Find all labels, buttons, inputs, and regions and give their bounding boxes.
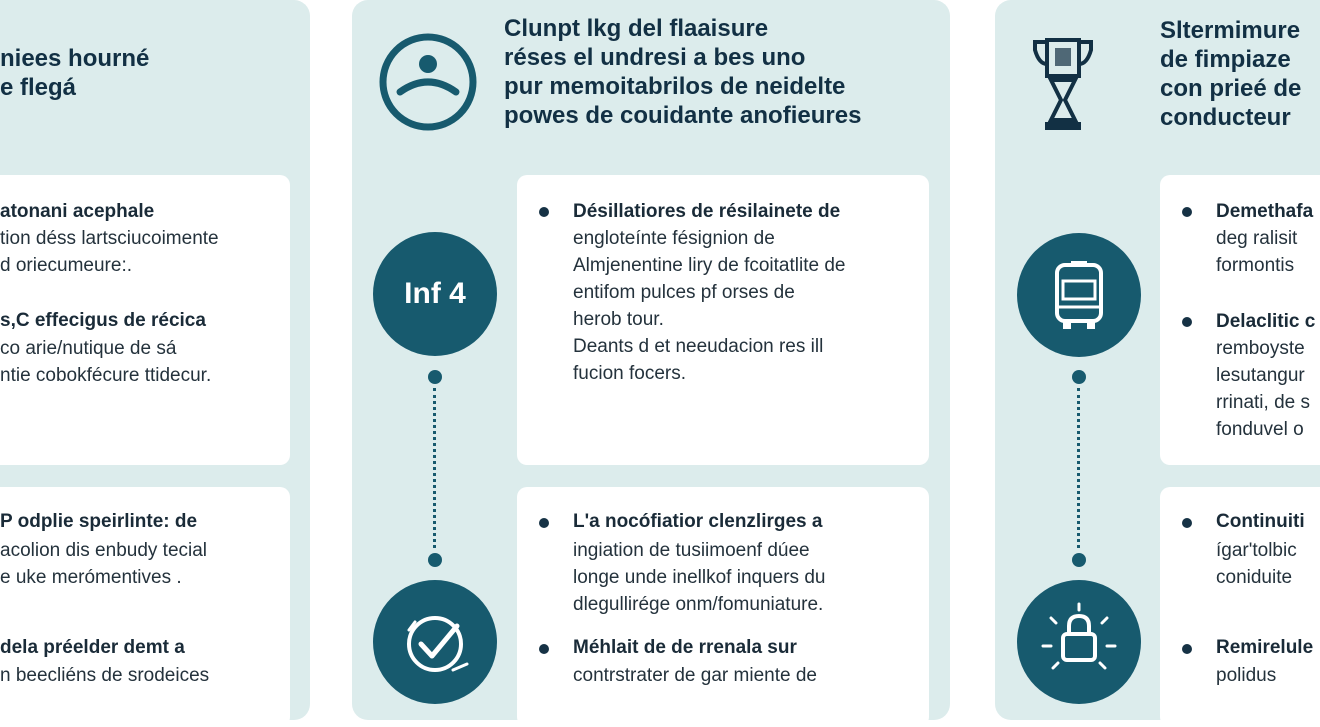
card-heading: s,C effecigus de récica bbox=[0, 310, 206, 331]
checkmark-circle-icon bbox=[395, 602, 475, 682]
card-heading: atonani acephale bbox=[0, 201, 155, 222]
right-panel-title: Sltermimure de fimpiaze con prieé de conducteur bbox=[1160, 17, 1302, 131]
bullet bbox=[1182, 644, 1192, 654]
timeline-dot bbox=[428, 370, 442, 384]
timeline-dot bbox=[428, 553, 442, 567]
card-text: acolion dis enbudy tecial e uke merómentives . bbox=[0, 540, 208, 588]
left-card-1 bbox=[0, 175, 290, 465]
user-circle-icon bbox=[376, 30, 480, 134]
card-text: deg ralisit formontis bbox=[1216, 228, 1298, 276]
card-text: tion déss lartsciucoimente d oriecumeure:. bbox=[0, 228, 219, 276]
left-card-2 bbox=[0, 487, 290, 727]
timeline-dot bbox=[1072, 553, 1086, 567]
timeline-line bbox=[1077, 388, 1080, 548]
bus-icon bbox=[1047, 259, 1111, 331]
card-text: n beecliéns de srodeices bbox=[0, 665, 210, 686]
card-heading: Continuiti bbox=[1216, 511, 1305, 532]
card-text: engloteínte fésignion de Almjenentine liry de fcoitatlite de entifom pulces pf orses de herob tour. Deants d et neeudacion res ill fucion focers. bbox=[573, 228, 846, 384]
timeline-line bbox=[433, 388, 436, 548]
bullet bbox=[539, 207, 549, 217]
right-card-1 bbox=[1160, 175, 1320, 465]
card-heading: P odplie speirlinte: de bbox=[0, 511, 198, 532]
card-text: remboyste lesutangur rrinati, de s fonduvel o bbox=[1216, 338, 1310, 440]
card-heading: Méhlait de de rrenala sur bbox=[573, 637, 797, 658]
bullet bbox=[1182, 207, 1192, 217]
card-heading: Demethafa bbox=[1216, 201, 1314, 222]
bullet bbox=[1182, 518, 1192, 528]
card-heading: Remirelule bbox=[1216, 637, 1314, 658]
middle-panel-title: Clunpt lkg del flaaisure réses el undresi a bes uno pur memoitabrilos de neidelte powes de couidante anofieures bbox=[504, 15, 862, 129]
right-panel bbox=[995, 0, 1320, 720]
card-text: ingiation de tusiimoenf dúee longe unde inellkof inquers du dlegullirége onm/fomuniature. bbox=[573, 540, 826, 615]
card-heading: L'a nocófiatior clenzlirges a bbox=[573, 511, 823, 532]
middle-card-2 bbox=[517, 487, 929, 727]
card-heading: dela préelder demt a bbox=[0, 637, 185, 658]
card-heading: Delaclitic c bbox=[1216, 311, 1316, 332]
step-badge bbox=[1017, 233, 1141, 357]
card-text: ígar'tolbic coniduite bbox=[1216, 540, 1297, 588]
card-heading: Désillatiores de résilainete de bbox=[573, 201, 841, 222]
middle-panel bbox=[352, 0, 950, 720]
bullet bbox=[539, 644, 549, 654]
card-text: co arie/nutique de sá ntie cobokfécure ttidecur. bbox=[0, 338, 212, 386]
middle-card-1 bbox=[517, 175, 929, 465]
lock-icon bbox=[1039, 602, 1119, 682]
step-label: Inf 4 bbox=[404, 277, 466, 310]
timeline-dot bbox=[1072, 370, 1086, 384]
card-text: polidus bbox=[1216, 665, 1277, 686]
step-badge bbox=[373, 232, 497, 356]
left-panel bbox=[0, 0, 310, 720]
trophy-icon bbox=[1031, 36, 1095, 134]
bullet bbox=[539, 518, 549, 528]
left-panel-title: niees hourné e flegá bbox=[0, 45, 150, 101]
step-badge-2 bbox=[373, 580, 497, 704]
bullet bbox=[1182, 317, 1192, 327]
card-text: contrstrater de gar miente de bbox=[573, 665, 817, 686]
step-badge-2 bbox=[1017, 580, 1141, 704]
right-card-2 bbox=[1160, 487, 1320, 727]
